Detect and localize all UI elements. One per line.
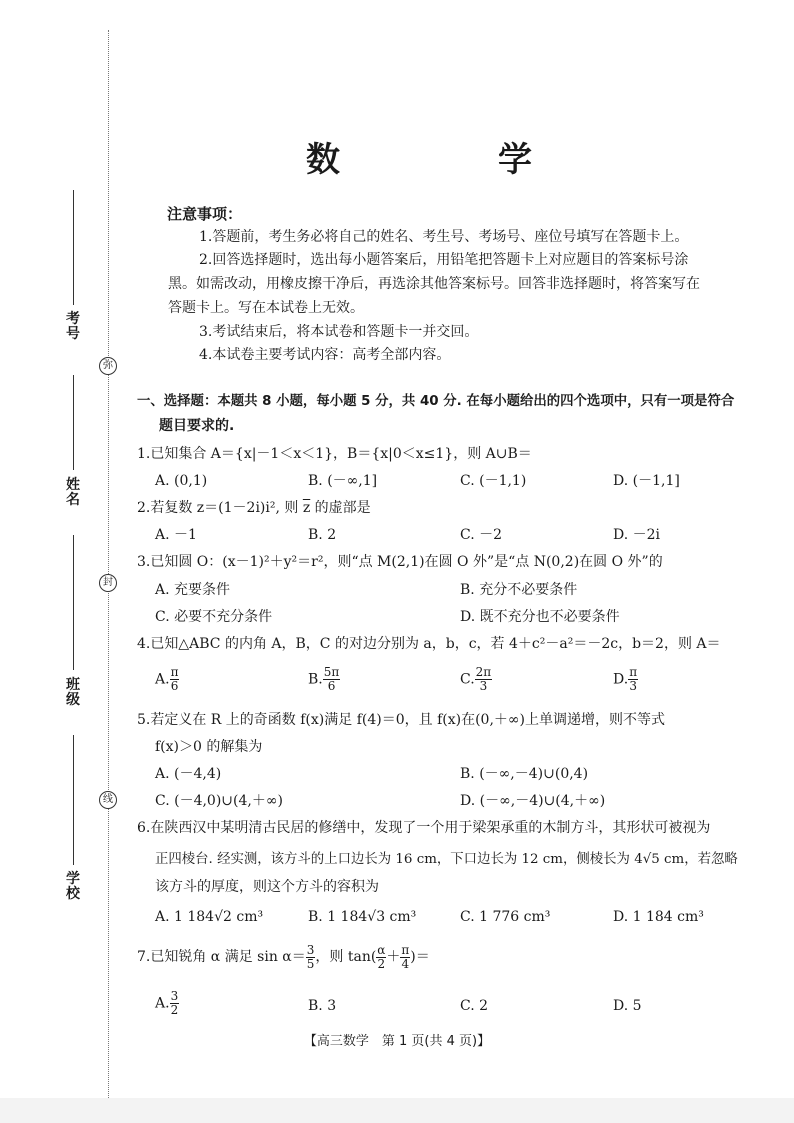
question-6-stem-line-3: 该方斗的厚度，则这个方斗的容积为 xyxy=(155,879,379,895)
binding-dotted-line xyxy=(108,30,109,1098)
notice-line: 3.考试结束后，将本试卷和答题卡一并交回。 xyxy=(199,324,479,340)
q3-option-d: D. 既不充分也不必要条件 xyxy=(460,609,620,625)
page-footer: 【高三数学 第 1 页(共 4 页)】 xyxy=(303,1034,491,1049)
notice-line: 答题卡上。写在本试卷上无效。 xyxy=(168,300,364,316)
q6-option-a: A. 1 184√2 cm³ xyxy=(155,909,264,925)
q3-option-c: C. 必要不充分条件 xyxy=(155,609,273,625)
q5-option-c: C. (－4,0)∪(4,＋∞) xyxy=(155,793,283,809)
school-blank xyxy=(73,735,74,865)
fraction: $\frac{3}{5}$ xyxy=(306,942,315,971)
q2-option-b: B. 2 xyxy=(308,527,337,543)
q7-option-b: B. 3 xyxy=(308,998,337,1014)
section-line-2: 题目要求的. xyxy=(159,418,235,434)
seal-mark-xian: 线 xyxy=(99,791,117,809)
side-label-school: 学校 xyxy=(66,871,80,902)
question-5-stem-line-2: f(x)＞0 的解集为 xyxy=(155,739,263,755)
q5-option-b: B. (－∞,－4)∪(0,4) xyxy=(460,766,589,782)
seal-mark-mi: 弥 xyxy=(99,357,117,375)
q3-option-b: B. 充分不必要条件 xyxy=(460,582,578,598)
q4-option-d: D. $\frac{\pi}{3}$ xyxy=(613,665,638,693)
q1-option-d: D. (－1,1] xyxy=(613,473,680,489)
q6-option-b: B. 1 184√3 cm³ xyxy=(308,909,417,925)
fraction: $\frac{\pi}{3}$ xyxy=(629,665,638,693)
q3-option-a: A. 充要条件 xyxy=(155,582,231,598)
fraction: $\frac{\pi}{4}$ xyxy=(401,942,410,971)
q1-option-a: A. (0,1) xyxy=(155,473,208,489)
fraction: $\frac{\pi}{6}$ xyxy=(170,665,179,693)
q6-option-d: D. 1 184 cm³ xyxy=(613,909,704,925)
class-blank xyxy=(73,535,74,670)
q7-option-a: A. $\frac{3}{2}$ xyxy=(155,989,179,1017)
page-title: 数 学 xyxy=(306,140,594,180)
seal-mark-feng: 封 xyxy=(99,574,117,592)
q7-option-d: D. 5 xyxy=(613,998,642,1014)
q1-option-b: B. (－∞,1] xyxy=(308,473,378,489)
fraction: $\frac{3}{2}$ xyxy=(170,989,179,1017)
side-label-name: 姓名 xyxy=(66,477,80,508)
side-label-exam-number: 考号 xyxy=(66,311,80,342)
question-6-stem-line-1: 6.在陕西汉中某明清古民居的修缮中，发现了一个用于梁架承重的木制方斗，其形状可被视为 xyxy=(137,820,711,836)
fraction: $\frac{\alpha}{2}$ xyxy=(377,942,386,971)
question-2-stem: 2.若复数 z＝(1－2i)i², 则 $\overline{z}$ 的虚部是 xyxy=(137,500,371,516)
name-blank xyxy=(73,375,74,470)
q1-option-c: C. (－1,1) xyxy=(460,473,527,489)
question-7-stem: 7.已知锐角 α 满足 sin α＝ $\frac{3}{5}$ ，则 tan( $\frac{\alpha}{2}$ ＋ $\frac{\pi}{4}$ )＝ xyxy=(137,942,430,971)
question-6-stem-line-2: 正四棱台. 经实测，该方斗的上口边长为 16 cm，下口边长为 12 cm，侧棱长为 4√5 cm，若忽略 xyxy=(155,852,738,867)
notice-line: 2.回答选择题时，选出每小题答案后，用铅笔把答题卡上对应题目的答案标号涂 xyxy=(199,252,689,268)
notice-heading: 注意事项： xyxy=(167,205,243,223)
q4-option-c: C. $\frac{2\pi}{3}$ xyxy=(460,665,492,693)
q6-option-c: C. 1 776 cm³ xyxy=(460,909,551,925)
notice-line: 1.答题前，考生务必将自己的姓名、考生号、考场号、座位号填写在答题卡上。 xyxy=(199,229,689,245)
q5-option-a: A. (－4,4) xyxy=(155,766,222,782)
q5-option-d: D. (－∞,－4)∪(4,＋∞) xyxy=(460,793,606,809)
q4-option-a: A. $\frac{\pi}{6}$ xyxy=(155,665,179,693)
exam-number-blank xyxy=(73,190,74,305)
question-4-stem: 4.已知△ABC 的内角 A，B，C 的对边分别为 a，b，c，若 4＋c²－a²＝－2c，b＝2，则 A＝ xyxy=(137,636,721,652)
fraction: $\frac{5\pi}{6}$ xyxy=(323,665,340,693)
notice-line: 黑。如需改动，用橡皮擦干净后，再选涂其他答案标号。回答非选择题时，将答案写在 xyxy=(168,276,700,292)
q2-option-c: C. －2 xyxy=(460,527,503,543)
section-line-1: 一、选择题：本题共 8 小题，每小题 5 分，共 40 分. 在每小题给出的四个选项中，只有一项是符合 xyxy=(137,394,735,409)
fraction: $\frac{2\pi}{3}$ xyxy=(475,665,492,693)
side-label-class: 班级 xyxy=(66,677,80,708)
z-conjugate: $\overline{z}$ xyxy=(302,500,311,516)
section-heading xyxy=(137,390,767,438)
question-3-stem: 3.已知圆 O：(x－1)²＋y²＝r²，则“点 M(2,1)在圆 O 外”是“点 N(0,2)在圆 O 外”的 xyxy=(137,554,663,570)
q4-option-b: B. $\frac{5\pi}{6}$ xyxy=(308,665,340,693)
q7-option-c: C. 2 xyxy=(460,998,489,1014)
q2-option-d: D. －2i xyxy=(613,527,661,543)
notice-line: 4.本试卷主要考试内容：高考全部内容。 xyxy=(199,347,451,363)
q2-option-a: A. －1 xyxy=(155,527,197,543)
question-1-stem: 1.已知集合 A＝{x|－1＜x＜1}，B＝{x|0＜x≤1}，则 A∪B＝ xyxy=(137,446,532,462)
question-5-stem-line-1: 5.若定义在 R 上的奇函数 f(x)满足 f(4)＝0，且 f(x)在(0,＋∞)上单调递增，则不等式 xyxy=(137,712,666,728)
bottom-margin-band xyxy=(0,1098,794,1123)
